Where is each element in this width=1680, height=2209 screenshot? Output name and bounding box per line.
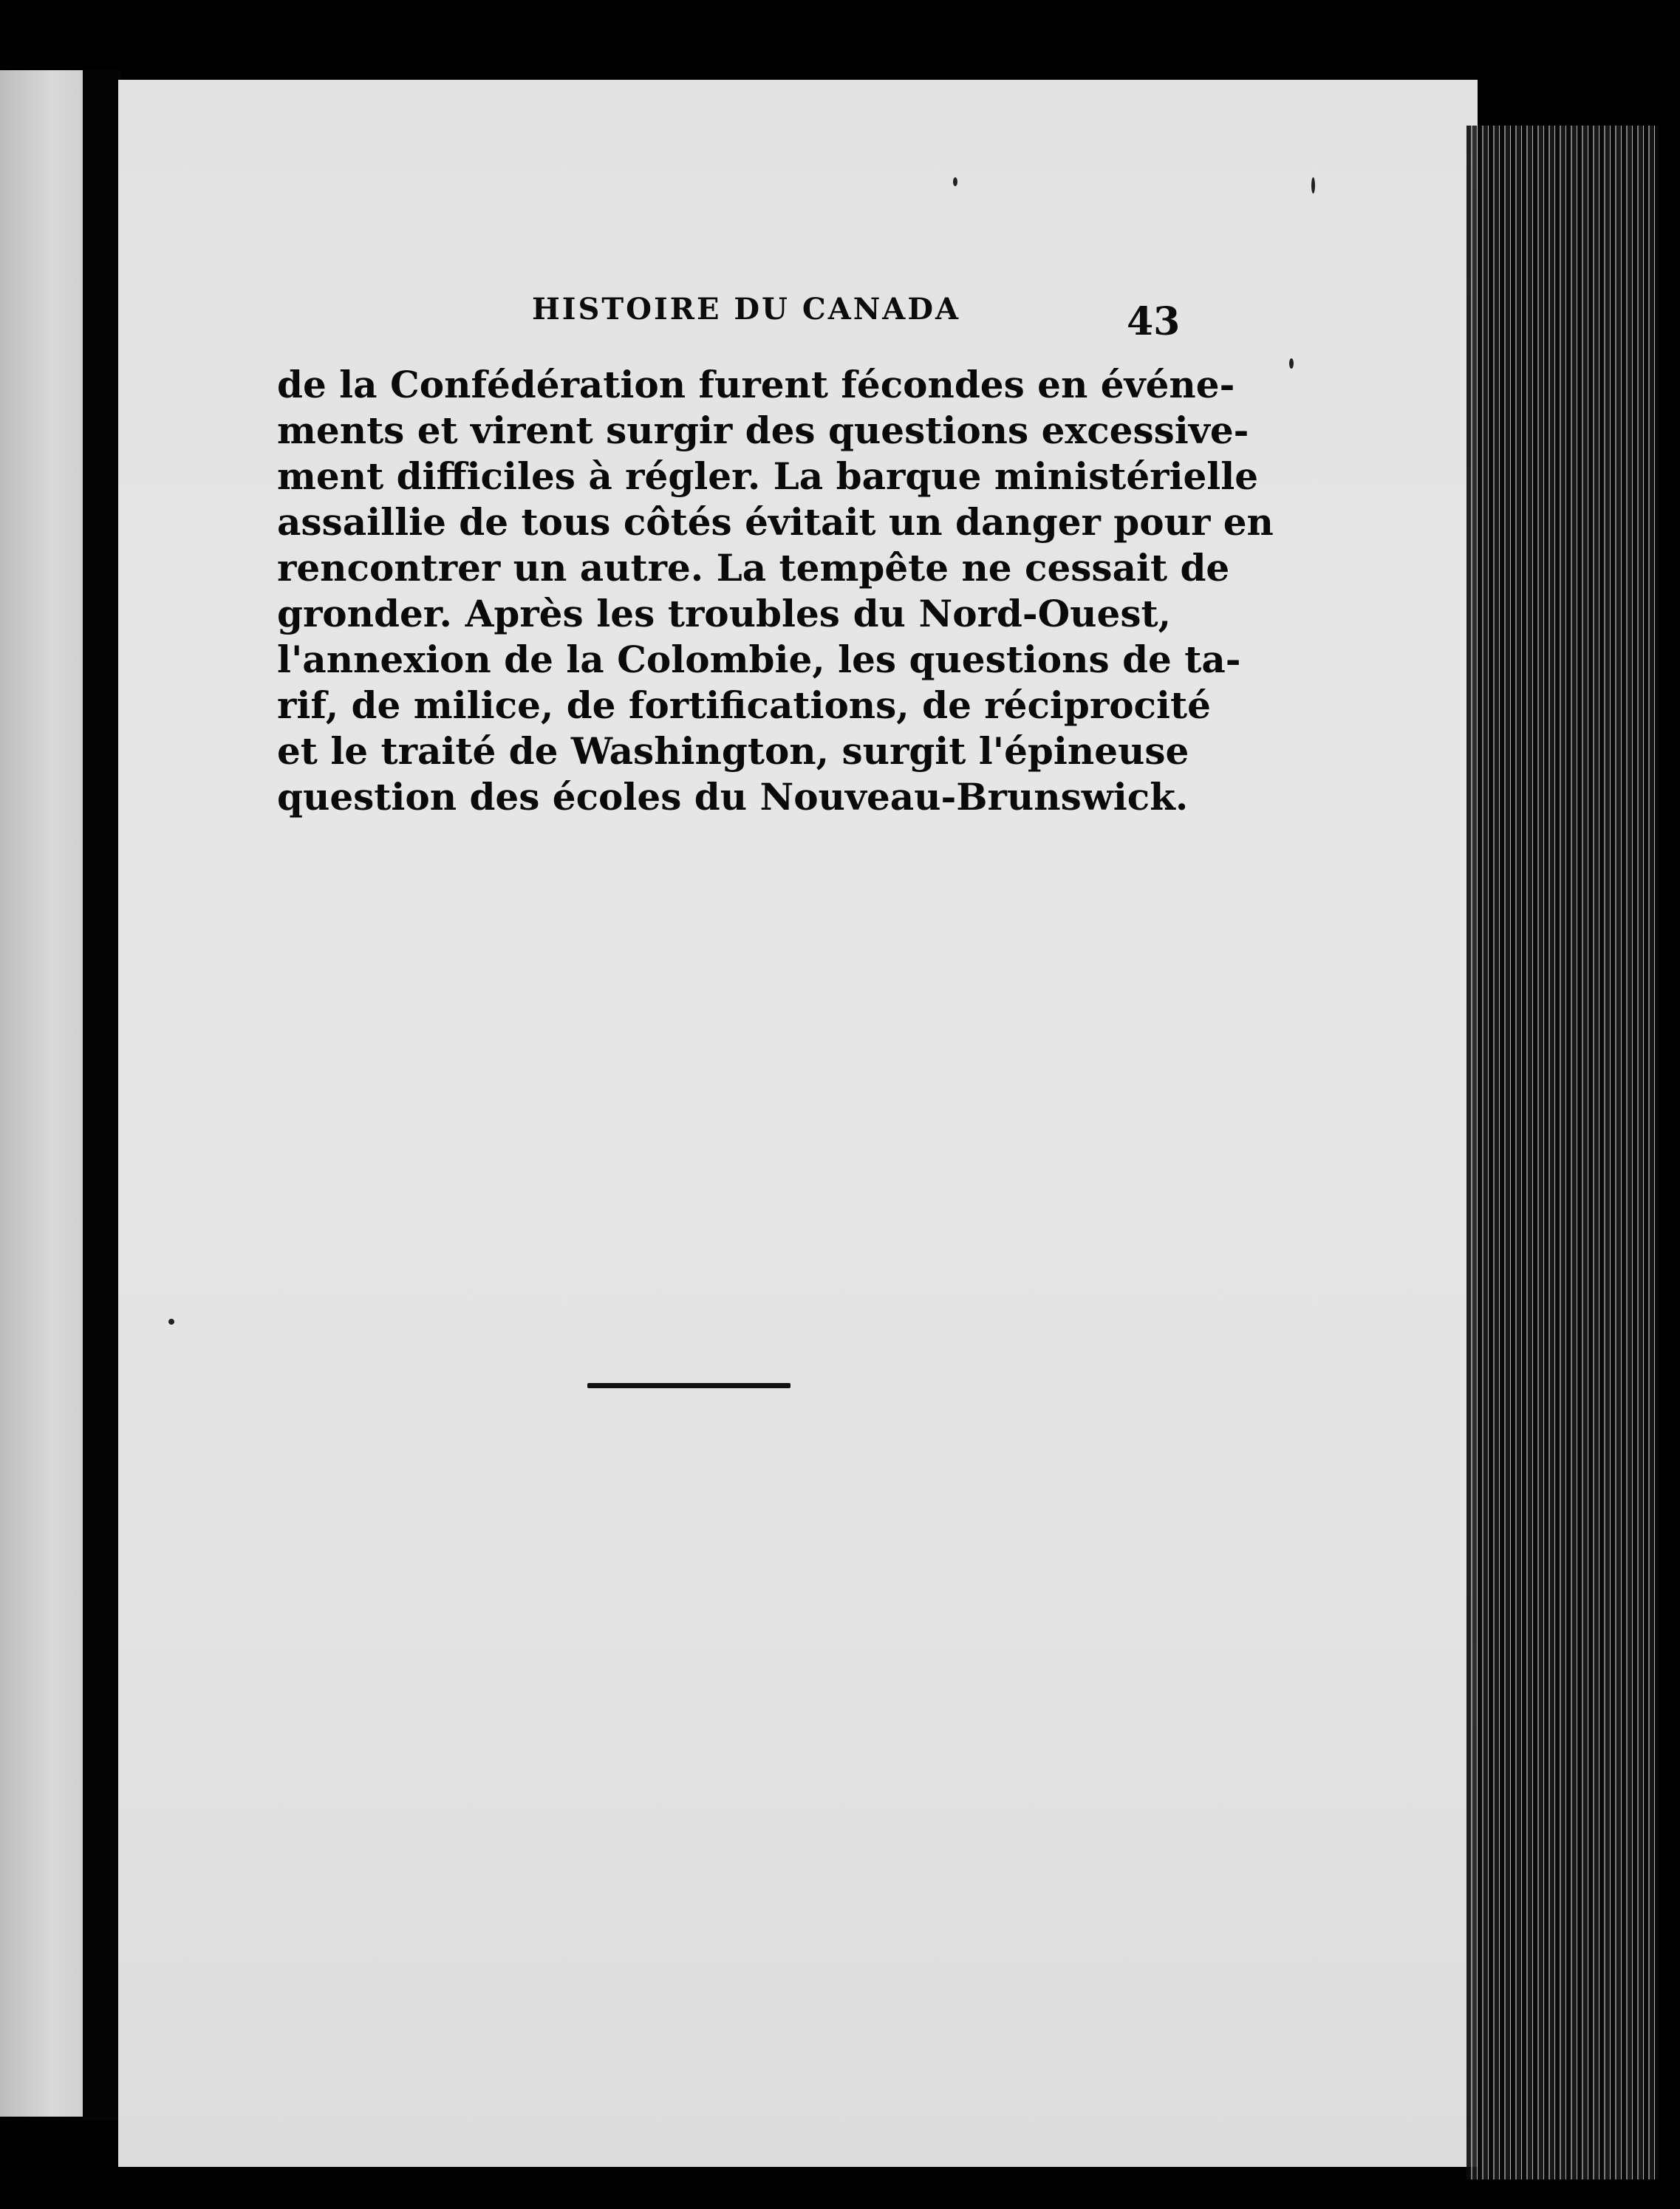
scan-speck	[168, 1319, 174, 1325]
text-line: de la Confédération furent fécondes en événe-	[277, 363, 1235, 406]
text-line: ment difficiles à régler. La barque ministérielle	[277, 454, 1259, 498]
page-number: 43	[1127, 299, 1181, 344]
running-title: HISTOIRE DU CANADA	[532, 292, 961, 327]
scan-speck	[1289, 358, 1294, 369]
text-line: et le traité de Washington, surgit l'épineuse	[277, 729, 1189, 773]
body-paragraph	[277, 362, 1274, 820]
text-line: assaillie de tous côtés évitait un danger pour en	[277, 500, 1274, 544]
page-edges-stack	[1466, 126, 1659, 2179]
text-line: gronder. Après les troubles du Nord-Ouest,	[277, 592, 1171, 635]
text-line: l'annexion de la Colombie, les questions de ta-	[277, 638, 1241, 681]
text-line: ments et virent surgir des questions excessive-	[277, 409, 1249, 452]
section-end-rule	[587, 1383, 791, 1388]
scan-speck	[1311, 177, 1315, 194]
facing-page-edge	[0, 70, 87, 2117]
text-line: question des écoles du Nouveau-Brunswick.	[277, 775, 1189, 819]
text-line: rif, de milice, de fortifications, de réciprocité	[277, 683, 1211, 727]
scan-speck	[953, 177, 957, 186]
text-line: rencontrer un autre. La tempête ne cessait de	[277, 546, 1230, 590]
book-gutter	[83, 70, 121, 2120]
